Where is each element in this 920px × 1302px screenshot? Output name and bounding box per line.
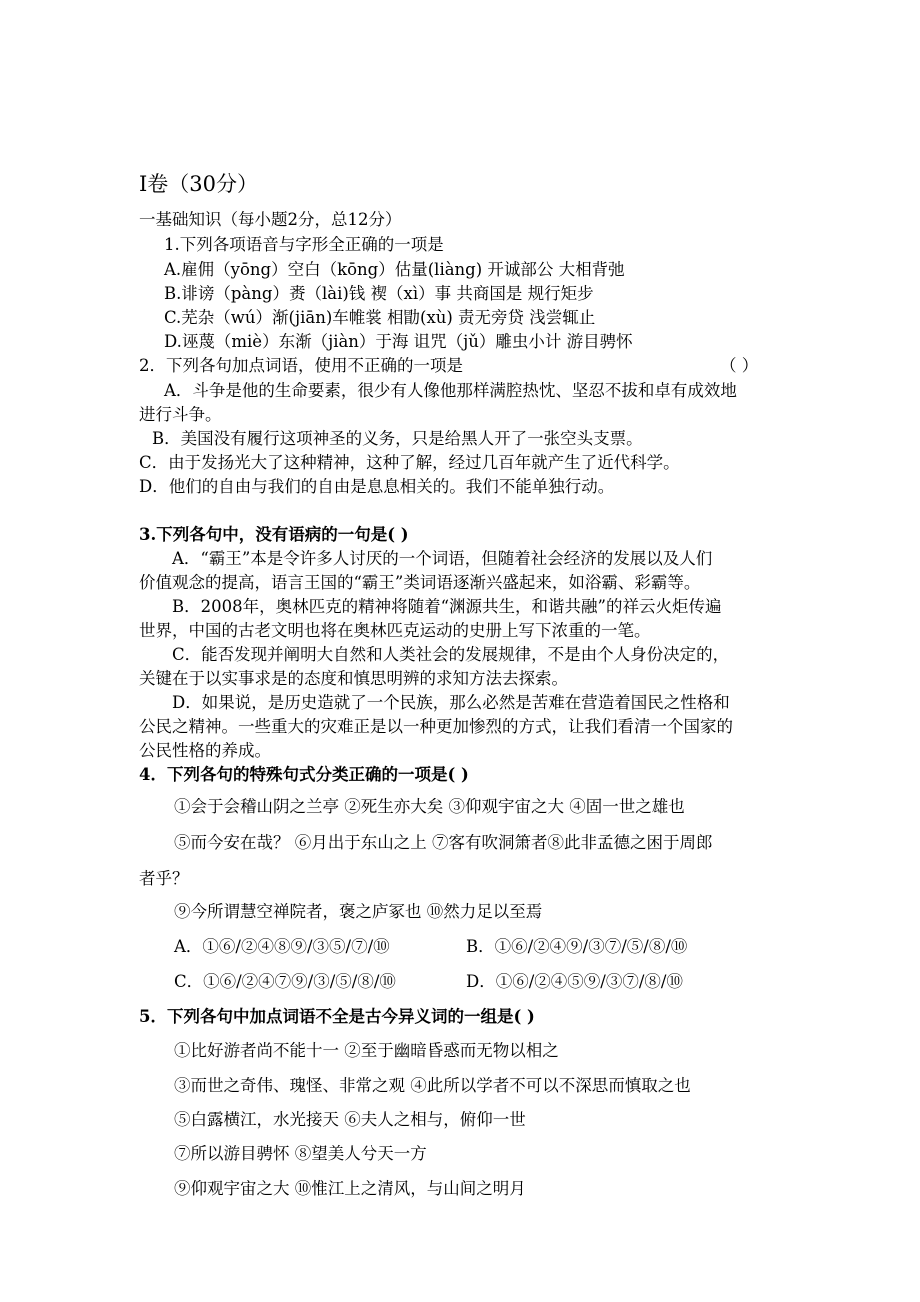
q2-stem: 2．下列各句加点词语，使用不正确的一项是 <box>139 356 463 375</box>
q5-line: ③而世之奇伟、瑰怪、非常之观 ④此所以学者不可以不深思而慎取之也 <box>174 1076 691 1095</box>
q3-line: 公民性格的养成。 <box>139 741 271 760</box>
q4-option-b: B．①⑥/②④⑨/③⑦/⑤/⑧/⑩ <box>466 937 688 956</box>
q4-stem: 4．下列各句的特殊句式分类正确的一项是( ) <box>139 765 469 784</box>
part1-heading: 一基础知识（每小题2分，总12分） <box>139 210 402 229</box>
q2-option-a-line2: 进行斗争。 <box>139 405 222 424</box>
q3-stem: 3.下列各句中，没有语病的一句是( ) <box>139 525 409 544</box>
q5-stem: 5．下列各句中加点词语不全是古今异义词的一组是( ) <box>139 1007 535 1026</box>
q1-option-c: C.芜杂（wú）渐(jiān)车帷裳 相勖(xù) 责无旁贷 浅尝辄止 <box>164 308 596 327</box>
q1-stem: 1.下列各项语音与字形全正确的一项是 <box>164 235 444 254</box>
q3-line: A．“霸王”本是令许多人讨厌的一个词语，但随着社会经济的发展以及人们 <box>172 549 713 568</box>
q1-option-b: B.诽谤（pàng）赉（lài)钱 褉（xì）事 共商国是 规行矩步 <box>164 284 594 303</box>
q3-line: B．2008年，奥林匹克的精神将随着“渊源共生，和谐共融”的祥云火炬传遍 <box>172 597 722 616</box>
q2-option-b: B．美国没有履行这项神圣的义务，只是给黑人开了一张空头支票。 <box>152 429 643 448</box>
q4-items-line1: ①会于会稽山阴之兰亭 ②死生亦大矣 ③仰观宇宙之大 ④固一世之雄也 <box>174 797 685 816</box>
q2-option-a-line1: A．斗争是他的生命要素，很少有人像他那样满腔热忱、坚忍不拔和卓有成效地 <box>164 381 737 400</box>
q3-line: 世界，中国的古老文明也将在奥林匹克运动的史册上写下浓重的一笔。 <box>139 621 651 640</box>
q1-option-a: A.雇佣（yōng）空白（kōng）估量(liàng) 开诚部公 大相背弛 <box>164 260 625 279</box>
q3-line: 价值观念的提高，语言王国的“霸王”类词语逐渐兴盛起来，如浴霸、彩霸等。 <box>139 573 701 592</box>
q2-answer-blank: （ ） <box>720 356 759 375</box>
q5-line: ⑨仰观宇宙之大 ⑩惟江上之清风，与山间之明月 <box>174 1179 526 1198</box>
q3-line: D．如果说，是历史造就了一个民族，那么必然是苦难在营造着国民之性格和 <box>172 693 730 712</box>
q2-option-d: D．他们的自由与我们的自由是息息相关的。我们不能单独行动。 <box>139 477 615 496</box>
q5-line: ①比好游者尚不能十一 ②至于幽暗昏惑而无物以相之 <box>174 1041 559 1060</box>
q4-option-d: D．①⑥/②④⑤⑨/③⑦/⑧/⑩ <box>466 972 683 991</box>
q3-line: C．能否发现并阐明大自然和人类社会的发展规律，不是由个人身份决定的， <box>172 645 730 664</box>
section-title: I卷（30分） <box>139 172 259 196</box>
q4-option-c: C．①⑥/②④⑦⑨/③/⑤/⑧/⑩ <box>174 972 396 991</box>
q5-line: ⑤白露横江，水光接天 ⑥夫人之相与，俯仰一世 <box>174 1110 526 1129</box>
q3-line: 公民之精神。一些重大的灾难正是以一种更加惨烈的方式，让我们看清一个国家的 <box>139 717 733 736</box>
q3-line: 关键在于以实事求是的态度和慎思明辨的求知方法去探索。 <box>139 669 568 688</box>
q4-items-line3: 者乎？ <box>139 869 189 888</box>
q2-option-c: C．由于发扬光大了这种精神，这种了解，经过几百年就产生了近代科学。 <box>139 453 680 472</box>
q1-option-d: D.诬蔑（miè）东渐（jiàn）于海 诅咒（jǔ）雕虫小计 游目骋怀 <box>164 332 633 351</box>
q4-items-line4: ⑨今所谓慧空禅院者，褒之庐冢也 ⑩然力足以至焉 <box>174 902 543 921</box>
q4-items-line2: ⑤而今安在哉？ ⑥月出于东山之上 ⑦客有吹洞箫者⑧此非孟德之困于周郎 <box>174 833 713 852</box>
q4-option-a: A．①⑥/②④⑧⑨/③⑤/⑦/⑩ <box>174 937 390 956</box>
q5-line: ⑦所以游目骋怀 ⑧望美人兮天一方 <box>174 1144 427 1163</box>
